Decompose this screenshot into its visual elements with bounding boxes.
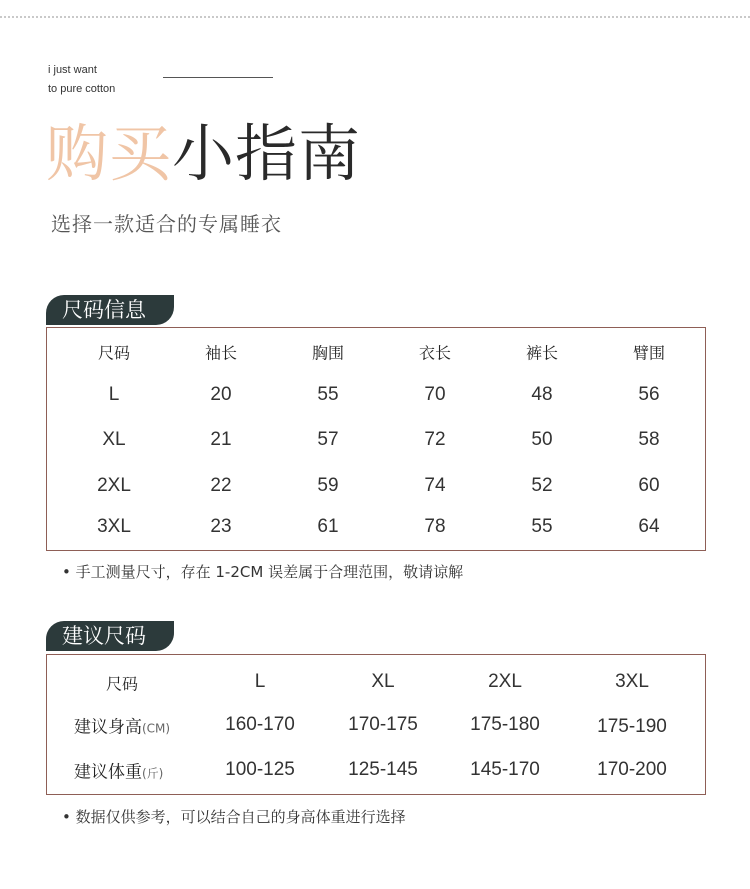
size-header-cell: 裤长 <box>525 343 559 363</box>
size-header-cell: 袖长 <box>204 343 238 363</box>
height-cell: 175-190 <box>597 716 667 737</box>
size-table-cell: XL <box>102 429 126 450</box>
page-title-main: 小指南 <box>172 117 362 190</box>
size-header-cell: 衣长 <box>418 343 452 363</box>
height-label: 建议身高 <box>74 717 142 738</box>
weight-cell: 145-170 <box>470 759 540 780</box>
size-table-cell: 60 <box>638 475 660 496</box>
size-table-cell: 2XL <box>97 475 131 496</box>
recommend-size-cell: 3XL <box>615 671 649 692</box>
size-table-cell: 23 <box>210 516 232 537</box>
weight-cell: 170-200 <box>597 759 667 780</box>
size-table-cell: L <box>108 384 120 405</box>
size-table-cell: 50 <box>531 429 553 450</box>
size-table-cell: 64 <box>638 516 660 537</box>
size-table-cell: 55 <box>531 516 553 537</box>
page-subtitle: 选择一款适合的专属睡衣 <box>51 212 282 236</box>
height-row-label <box>74 713 170 738</box>
recommend-header-label: 尺码 <box>105 674 139 694</box>
decorative-line <box>163 77 273 78</box>
size-header-cell: 胸围 <box>311 343 345 363</box>
size-table-cell: 21 <box>210 429 232 450</box>
size-table-cell: 55 <box>317 384 339 405</box>
weight-unit: (斤) <box>142 766 164 781</box>
size-table-cell: 22 <box>210 475 232 496</box>
page-title <box>46 114 361 194</box>
size-table-cell: 58 <box>638 429 660 450</box>
size-table-cell: 78 <box>424 516 446 537</box>
height-cell: 170-175 <box>348 714 418 735</box>
english-tagline-line2: to pure cotton <box>48 83 116 95</box>
size-info-table <box>46 327 706 551</box>
weight-label: 建议体重 <box>74 762 142 783</box>
recommend-size-cell: 2XL <box>488 671 522 692</box>
size-info-tag: 尺码信息 <box>46 295 174 325</box>
recommend-tag: 建议尺码 <box>46 621 174 651</box>
recommend-table <box>46 654 706 795</box>
recommend-size-cell: XL <box>371 671 395 692</box>
size-table-cell: 74 <box>424 475 446 496</box>
weight-cell: 100-125 <box>225 759 295 780</box>
recommend-note: • 数据仅供参考，可以结合自己的身高体重进行选择 <box>62 808 406 826</box>
top-dotted-divider <box>0 16 750 18</box>
size-table-cell: 20 <box>210 384 232 405</box>
size-table-cell: 59 <box>317 475 339 496</box>
size-table-cell: 3XL <box>97 516 131 537</box>
size-table-cell: 72 <box>424 429 446 450</box>
size-table-cell: 61 <box>317 516 339 537</box>
recommend-size-cell: L <box>254 671 266 692</box>
size-table-cell: 56 <box>638 384 660 405</box>
size-header-cell: 尺码 <box>97 343 131 363</box>
english-tagline-line1: i just want <box>48 64 97 76</box>
page-title-accent: 购买 <box>46 117 173 190</box>
size-table-cell: 70 <box>424 384 446 405</box>
size-table-cell: 52 <box>531 475 553 496</box>
size-table-cell: 57 <box>317 429 339 450</box>
weight-cell: 125-145 <box>348 759 418 780</box>
weight-row-label <box>74 758 163 783</box>
size-table-cell: 48 <box>531 384 553 405</box>
height-unit: (CM) <box>142 721 171 736</box>
height-cell: 160-170 <box>225 714 295 735</box>
size-header-cell: 臂围 <box>632 343 666 363</box>
size-info-note: • 手工测量尺寸，存在 1-2CM 误差属于合理范围，敬请谅解 <box>62 563 464 581</box>
height-cell: 175-180 <box>470 714 540 735</box>
